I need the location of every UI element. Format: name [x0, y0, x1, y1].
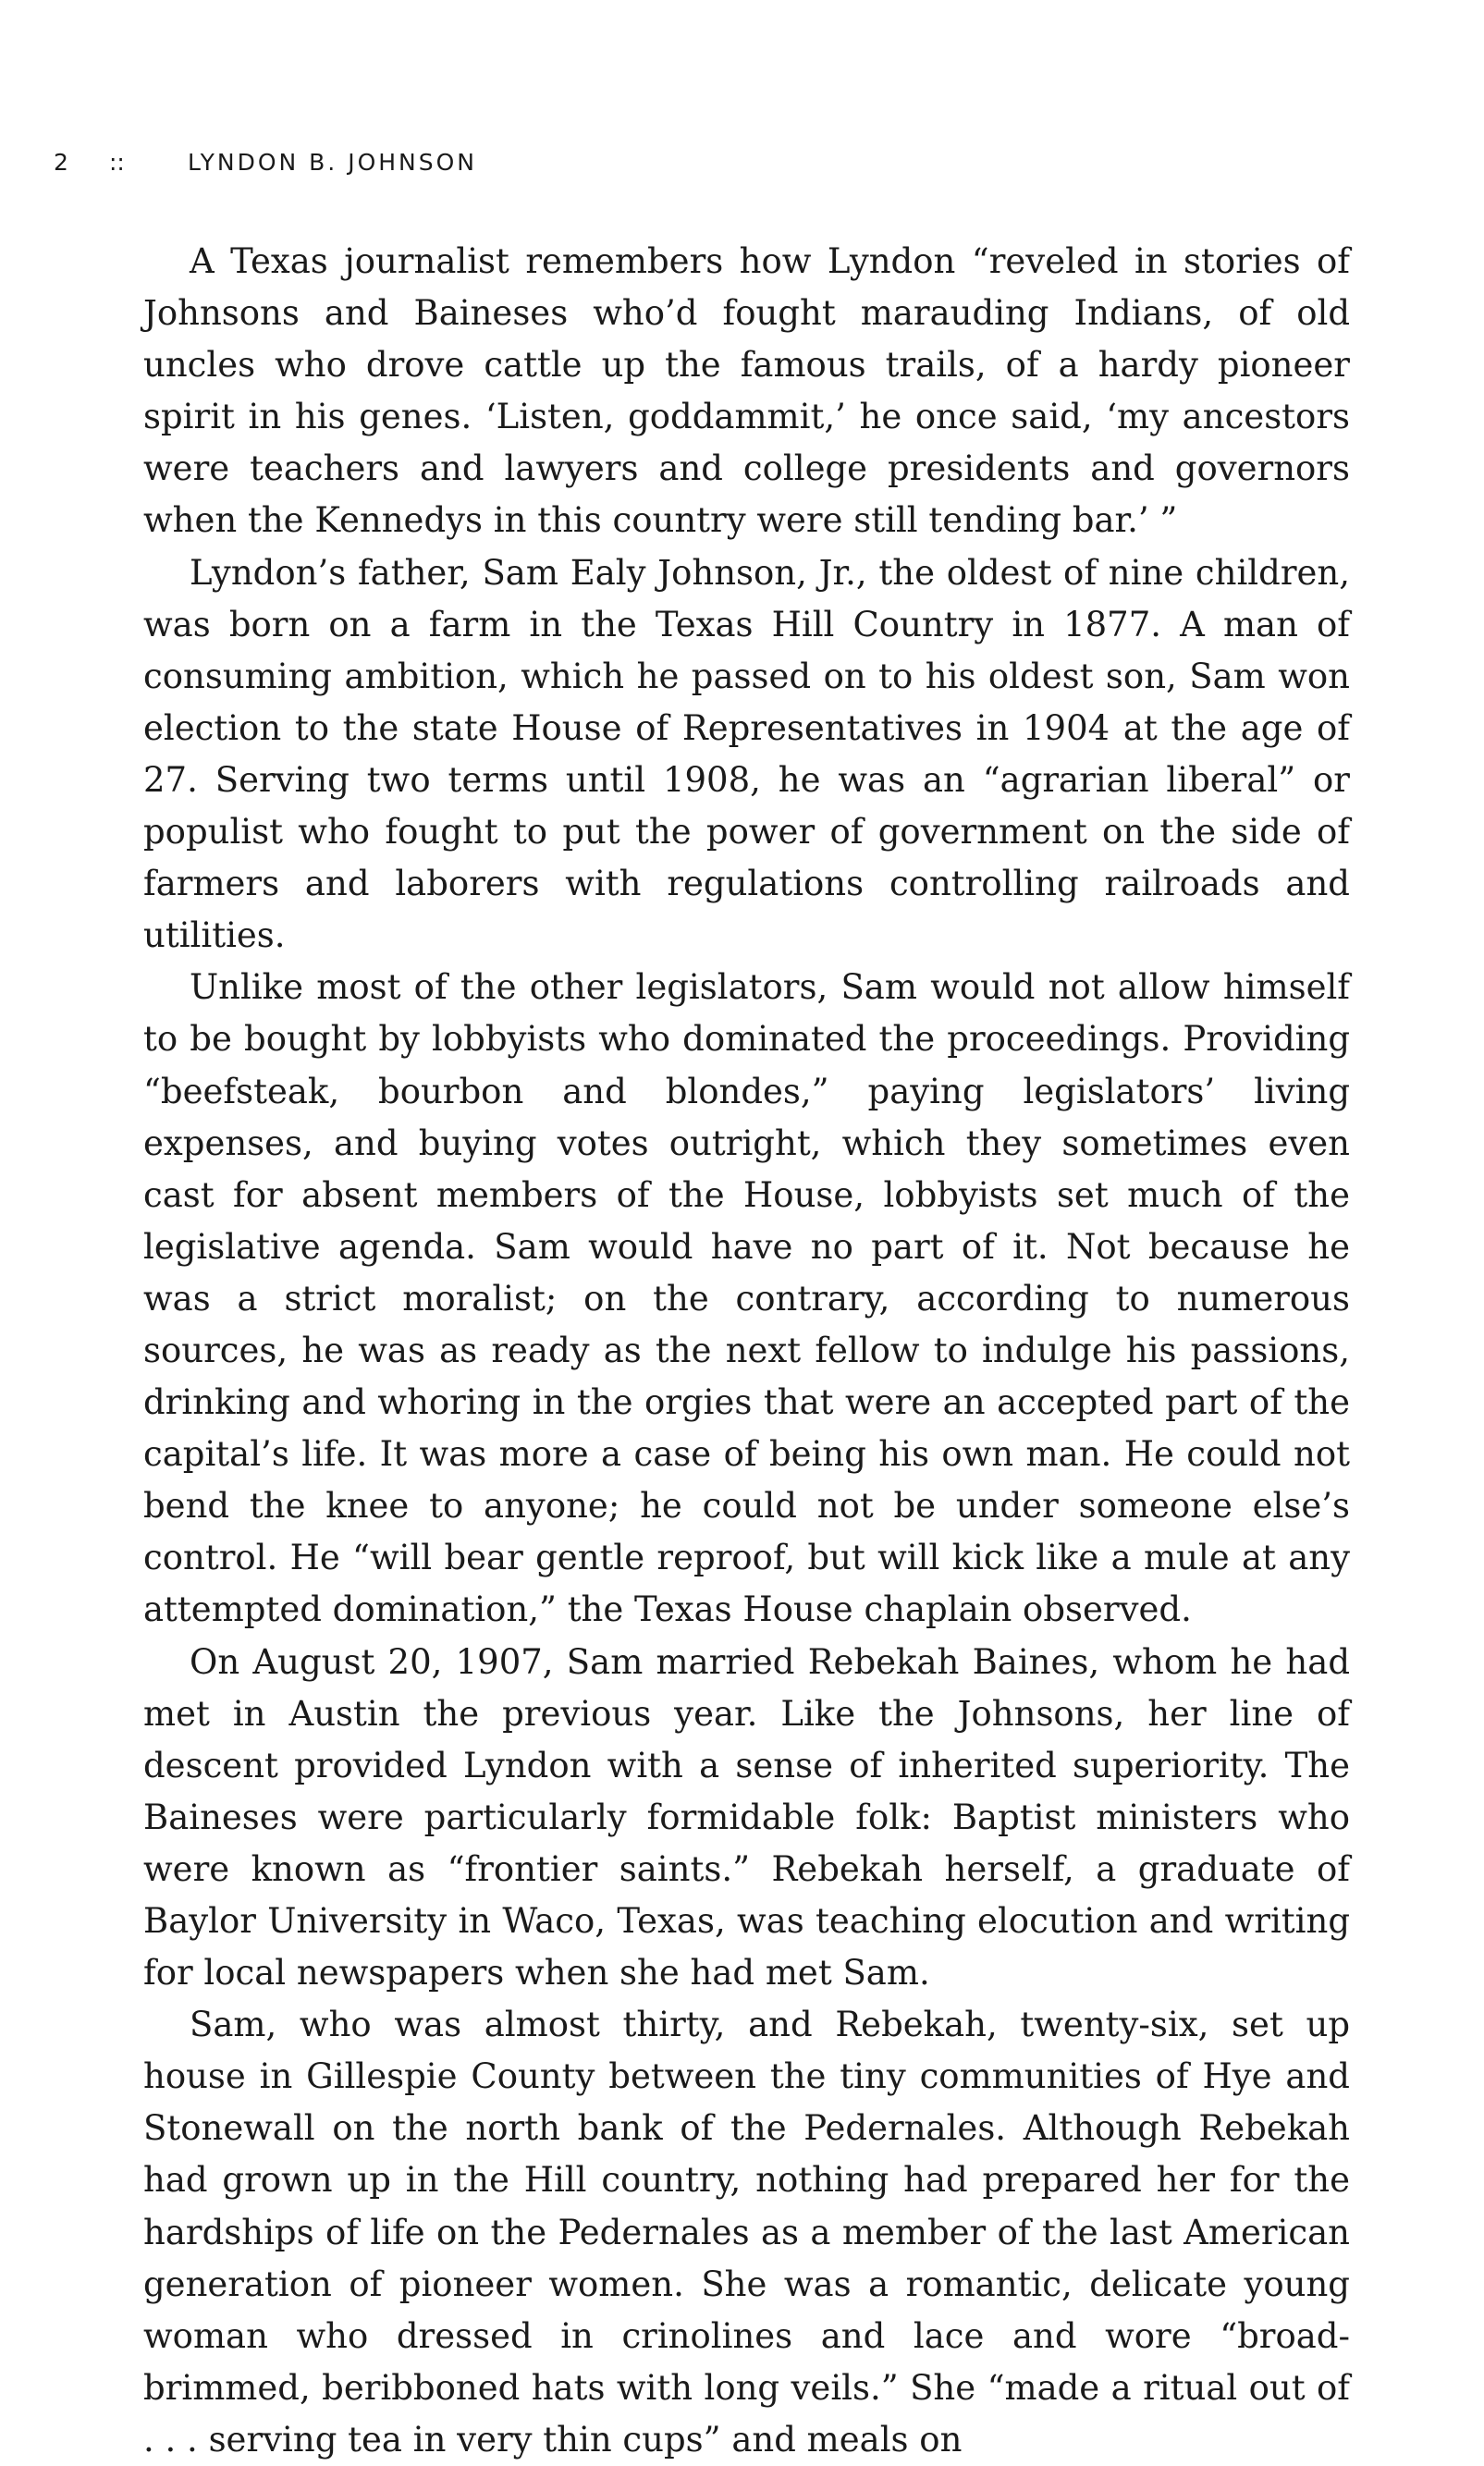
- paragraph-1: A Texas journalist remembers how Lyndon “reveled in stories of Johnsons and Baineses who’d fought marauding Indians, of old uncles who drove cattle up the famous trails, of a hardy pioneer spirit in his genes. ‘Listen, goddammit,’ he once said, ‘my ancestors were teachers and lawyers and college presidents and governors when the Kennedys in this country were still tending bar.’ ”: [143, 241, 1350, 541]
- paragraph-3: Unlike most of the other legislators, Sam would not allow himself to be bought by lobbyists who dominated the proceedings. Providing “beefsteak, bourbon and blondes,” paying legislators’ living expenses, and buying votes outright, which they sometimes even cast for absent members of the House, lobbyists set much of the legislative agenda. Sam would have no part of it. Not because he was a strict moralist; on the contrary, according to numerous sources, he was as ready as the next fellow to indulge his passions, drinking and whoring in the orgies that were an accepted part of the capital’s life. It was more a case of being his own man. He could not bend the knee to anyone; he could not be under someone else’s control. He “will bear gentle reproof, but will kick like a mule at any attempted domination,” the Texas House chaplain observed.: [143, 967, 1350, 1630]
- body-text: [143, 236, 1350, 2466]
- paragraph-2: Lyndon’s father, Sam Ealy Johnson, Jr., the oldest of nine children, was born on a farm in the Texas Hill Country in 1877. A man of consuming ambition, which he passed on to his oldest son, Sam won election to the state House of Representatives in 1904 at the age of 27. Serving two terms until 1908, he was an “agrarian liberal” or populist who fought to put the power of government on the side of farmers and laborers with regulations controlling railroads and utilities.: [143, 552, 1350, 956]
- paragraph-5: Sam, who was almost thirty, and Rebekah, twenty-six, set up house in Gillespie County between the tiny communities of Hye and Stonewall on the north bank of the Pedernales. Although Rebekah had grown up in the Hill country, nothing had prepared her for the hardships of life on the Pedernales as a member of the last American generation of pioneer women. She was a romantic, delicate young woman who dressed in crinolines and lace and wore “broad-brimmed, beribboned hats with long veils.” She “made a ritual out of . . . serving tea in very thin cups” and meals on: [143, 2005, 1350, 2460]
- header-separator: ::: [109, 148, 125, 176]
- paragraph-4: On August 20, 1907, Sam married Rebekah Baines, whom he had met in Austin the previous year. Like the Johnsons, her line of descent provided Lyndon with a sense of inherited superiority. The Baineses were particularly formidable folk: Baptist ministers who were known as “frontier saints.” Rebekah herself, a graduate of Baylor University in Waco, Texas, was teaching elocution and writing for local newspapers when she had met Sam.: [143, 1641, 1350, 1994]
- running-head: [54, 146, 477, 178]
- page-number: 2: [54, 148, 70, 176]
- running-title: LYNDON B. JOHNSON: [188, 148, 477, 176]
